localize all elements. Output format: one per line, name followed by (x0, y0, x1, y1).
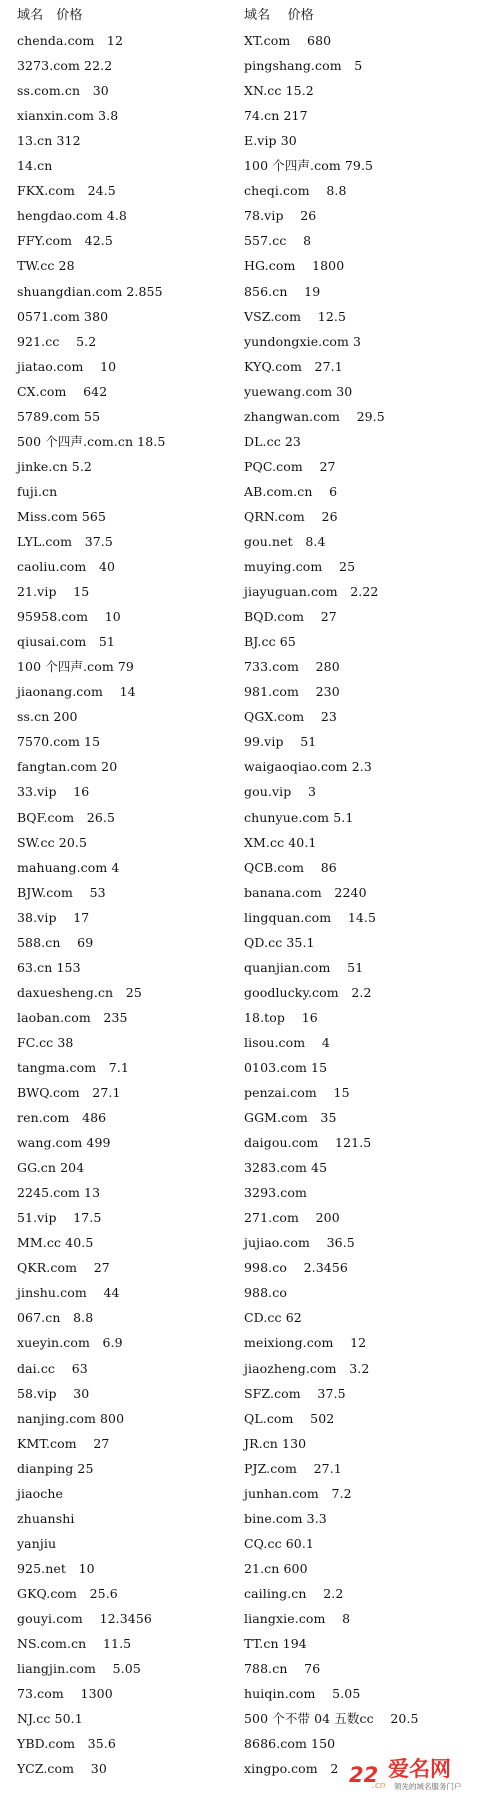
left-column-entry: zhuanshi (17, 1510, 75, 1526)
left-column-entry: 58.vip 30 (17, 1385, 90, 1401)
left-column-entry: 38.vip 17 (17, 909, 90, 925)
left-column-entry: NS.com.cn 11.5 (17, 1636, 132, 1652)
right-column-entry: yundongxie.com 3 (244, 333, 362, 349)
right-column-entry: 99.vip 51 (244, 734, 317, 750)
watermark-22cn (348, 1758, 476, 1794)
left-column-entry: TW.cc 28 (17, 258, 75, 274)
svg-text:22: 22 (349, 1763, 379, 1787)
right-column-entry: penzai.com 15 (244, 1085, 350, 1101)
left-column-entry: chenda.com 12 (17, 33, 124, 49)
right-column-entry: QRN.com 26 (244, 508, 338, 524)
right-column-entry: 100 个四声.com 79.5 (244, 158, 374, 174)
right-column-entry: 271.com 200 (244, 1210, 340, 1226)
right-column-entry: gou.net 8.4 (244, 533, 326, 549)
left-column-entry: 3273.com 22.2 (17, 58, 113, 74)
left-column-entry: ss.com.cn 30 (17, 83, 109, 99)
right-column-entry: BJ.cc 65 (244, 634, 296, 650)
left-column-entry: BWQ.com 27.1 (17, 1085, 121, 1101)
right-column-entry: QL.com 502 (244, 1410, 335, 1426)
right-column-entry: gou.vip 3 (244, 784, 317, 800)
left-column-entry: YCZ.com 30 (17, 1761, 107, 1777)
watermark-slogan: 领先的域名服务门户 (394, 1782, 462, 1791)
left-column-entry: Miss.com 565 (17, 508, 107, 524)
right-column-entry: 0103.com 15 (244, 1059, 328, 1075)
left-column-entry: 0571.com 380 (17, 308, 109, 324)
right-column-entry: lingquan.com 14.5 (244, 909, 377, 925)
left-column-entry: 067.cn 8.8 (17, 1310, 94, 1326)
left-column-entry: shuangdian.com 2.855 (17, 283, 163, 299)
left-column-entry: jiaonang.com 14 (17, 684, 136, 700)
left-column-entry: 73.com 1300 (17, 1686, 113, 1702)
right-column-entry: XM.cc 40.1 (244, 834, 317, 850)
left-column-entry: BJW.com 53 (17, 884, 106, 900)
right-column-entry: 733.com 280 (244, 659, 340, 675)
right-column-entry: 3293.com (244, 1185, 307, 1201)
left-column-entry: CX.com 642 (17, 383, 108, 399)
right-column-entry: jiayuguan.com 2.22 (244, 584, 379, 600)
right-column-entry: TT.cn 194 (244, 1636, 307, 1652)
right-column-entry: XT.com 680 (244, 33, 332, 49)
left-column-entry: qiusai.com 51 (17, 634, 115, 650)
left-column-entry: yanjiu (17, 1535, 57, 1551)
right-column-entry: junhan.com 7.2 (244, 1485, 352, 1501)
right-column-entry: 998.co 2.3456 (244, 1260, 348, 1276)
left-column-entry: KMT.com 27 (17, 1435, 110, 1451)
left-column-entry: mahuang.com 4 (17, 859, 120, 875)
right-column-entry: GGM.com 35 (244, 1110, 337, 1126)
left-column-entry: gouyi.com 12.3456 (17, 1611, 152, 1626)
left-column-entry: 5789.com 55 (17, 408, 101, 424)
left-column-entry: 21.vip 15 (17, 584, 90, 600)
left-column-entry: laoban.com 235 (17, 1009, 128, 1025)
left-column-entry: SW.cc 20.5 (17, 834, 88, 850)
right-column-entry: xingpo.com 2 (244, 1761, 339, 1777)
left-column-entry: LYL.com 37.5 (17, 533, 113, 549)
left-column-entry: daxuesheng.cn 25 (17, 984, 142, 1000)
left-column-entry: FFY.com 42.5 (17, 233, 113, 249)
left-column-entry: 63.cn 153 (17, 959, 81, 975)
left-column-entry: FC.cc 38 (17, 1034, 74, 1050)
right-column-entry: liangxie.com 8 (244, 1611, 351, 1626)
right-column-entry: banana.com 2240 (244, 884, 367, 900)
right-column-entry: 557.cc 8 (244, 233, 312, 249)
right-column-entry: 500 个不带 04 五数cc 20.5 (244, 1711, 419, 1727)
right-column-entry: PQC.com 27 (244, 458, 336, 474)
left-column-entry: fuji.cn (17, 483, 58, 499)
left-column-entry: dai.cc 63 (17, 1360, 88, 1376)
right-column-entry: 981.com 230 (244, 684, 340, 700)
22cn-logo-icon (348, 1758, 388, 1792)
left-column-entry: 500 个四声.com.cn 18.5 (17, 433, 166, 449)
right-column-entry: BQD.com 27 (244, 609, 337, 625)
right-column-entry: KYQ.com 27.1 (244, 358, 343, 374)
left-column-header: 域名 价格 (17, 8, 83, 23)
right-column-entry: AB.com.cn 6 (244, 483, 338, 499)
left-column-entry: 925.net 10 (17, 1560, 95, 1576)
right-column-entry: 21.cn 600 (244, 1560, 308, 1576)
left-column-entry: jinke.cn 5.2 (17, 458, 92, 474)
right-column-entry: DL.cc 23 (244, 433, 301, 449)
right-column-entry: QGX.com 23 (244, 709, 337, 725)
left-column-entry: 13.cn 312 (17, 133, 81, 149)
right-column-entry: pingshang.com 5 (244, 58, 363, 74)
right-column-entry: E.vip 30 (244, 133, 297, 149)
right-column-entry: zhangwan.com 29.5 (244, 408, 385, 424)
svg-text:.cn: .cn (372, 1781, 386, 1791)
right-column-entry: cailing.cn 2.2 (244, 1585, 344, 1601)
left-column-entry: QKR.com 27 (17, 1260, 110, 1276)
left-column-entry: caoliu.com 40 (17, 559, 116, 575)
right-column-entry: XN.cc 15.2 (244, 83, 314, 99)
right-column-entry: jiaozheng.com 3.2 (244, 1360, 370, 1376)
left-column-entry: xianxin.com 3.8 (17, 108, 119, 124)
left-column-entry: 588.cn 69 (17, 934, 94, 950)
left-column-entry: 14.cn (17, 158, 53, 174)
left-column-entry: dianping 25 (17, 1460, 94, 1476)
left-column-entry: nanjing.com 800 (17, 1410, 125, 1426)
left-column-entry: ss.cn 200 (17, 709, 78, 725)
left-column-entry: 2245.com 13 (17, 1185, 101, 1201)
right-column-entry: 788.cn 76 (244, 1661, 321, 1677)
left-column-entry: jiatao.com 10 (17, 358, 117, 374)
left-column-entry: 95958.com 10 (17, 609, 121, 625)
right-column-entry: JR.cn 130 (244, 1435, 307, 1451)
left-column-entry: jiaoche (17, 1485, 64, 1501)
right-column-entry: QD.cc 35.1 (244, 934, 315, 950)
right-column-entry: chunyue.com 5.1 (244, 809, 354, 825)
left-column-entry: 921.cc 5.2 (17, 333, 97, 349)
left-column-entry: 7570.com 15 (17, 734, 101, 750)
left-column-entry: 51.vip 17.5 (17, 1210, 102, 1226)
right-column-entry: waigaoqiao.com 2.3 (244, 759, 372, 775)
right-column-entry: PJZ.com 27.1 (244, 1460, 342, 1476)
right-column (244, 3, 474, 1781)
right-column-entry: bine.com 3.3 (244, 1510, 327, 1526)
right-column-entry: 988.co (244, 1285, 287, 1301)
right-column-entry: yuewang.com 30 (244, 383, 353, 399)
watermark-brand: 爱名网 (388, 1757, 451, 1781)
right-column-entry: 856.cn 19 (244, 283, 321, 299)
left-column-entry: GG.cn 204 (17, 1160, 85, 1176)
left-column-entry: ren.com 486 (17, 1110, 107, 1126)
left-column-entry: wang.com 499 (17, 1135, 111, 1151)
left-column-entry: 100 个四声.com 79 (17, 659, 134, 675)
right-column-entry: 3283.com 45 (244, 1160, 328, 1176)
right-column-entry: 18.top 16 (244, 1009, 318, 1025)
left-column-entry: xueyin.com 6.9 (17, 1335, 123, 1351)
right-column-entry: HG.com 1800 (244, 258, 345, 274)
right-column-entry: huiqin.com 5.05 (244, 1686, 361, 1702)
left-column (17, 3, 227, 1781)
left-column-entry: 33.vip 16 (17, 784, 90, 800)
left-column-entry: tangma.com 7.1 (17, 1059, 129, 1075)
right-column-entry: SFZ.com 37.5 (244, 1385, 346, 1401)
left-column-entry: NJ.cc 50.1 (17, 1711, 83, 1727)
right-column-entry: cheqi.com 8.8 (244, 183, 347, 199)
right-column-entry: meixiong.com 12 (244, 1335, 367, 1351)
left-column-entry: hengdao.com 4.8 (17, 208, 127, 224)
right-column-entry: quanjian.com 51 (244, 959, 364, 975)
right-column-entry: lisou.com 4 (244, 1034, 330, 1050)
left-column-entry: fangtan.com 20 (17, 759, 118, 775)
right-column-entry: VSZ.com 12.5 (244, 308, 347, 324)
right-column-header: 域名 价格 (244, 8, 314, 23)
left-column-entry: YBD.com 35.6 (17, 1736, 116, 1752)
left-column-entry: FKX.com 24.5 (17, 183, 116, 199)
right-column-entry: 8686.com 150 (244, 1736, 336, 1752)
left-column-entry: liangjin.com 5.05 (17, 1661, 141, 1677)
left-column-entry: BQF.com 26.5 (17, 809, 116, 825)
left-column-entry: GKQ.com 25.6 (17, 1585, 118, 1601)
right-column-entry: 78.vip 26 (244, 208, 317, 224)
right-column-entry: jujiao.com 36.5 (244, 1235, 355, 1251)
left-column-entry: jinshu.com 44 (17, 1285, 120, 1301)
right-column-entry: daigou.com 121.5 (244, 1135, 372, 1151)
right-column-entry: CQ.cc 60.1 (244, 1535, 314, 1551)
left-column-entry: MM.cc 40.5 (17, 1235, 94, 1251)
right-column-entry: QCB.com 86 (244, 859, 337, 875)
right-column-entry: goodlucky.com 2.2 (244, 984, 372, 1000)
right-column-entry: muying.com 25 (244, 559, 356, 575)
right-column-entry: 74.cn 217 (244, 108, 308, 124)
right-column-entry: CD.cc 62 (244, 1310, 302, 1326)
